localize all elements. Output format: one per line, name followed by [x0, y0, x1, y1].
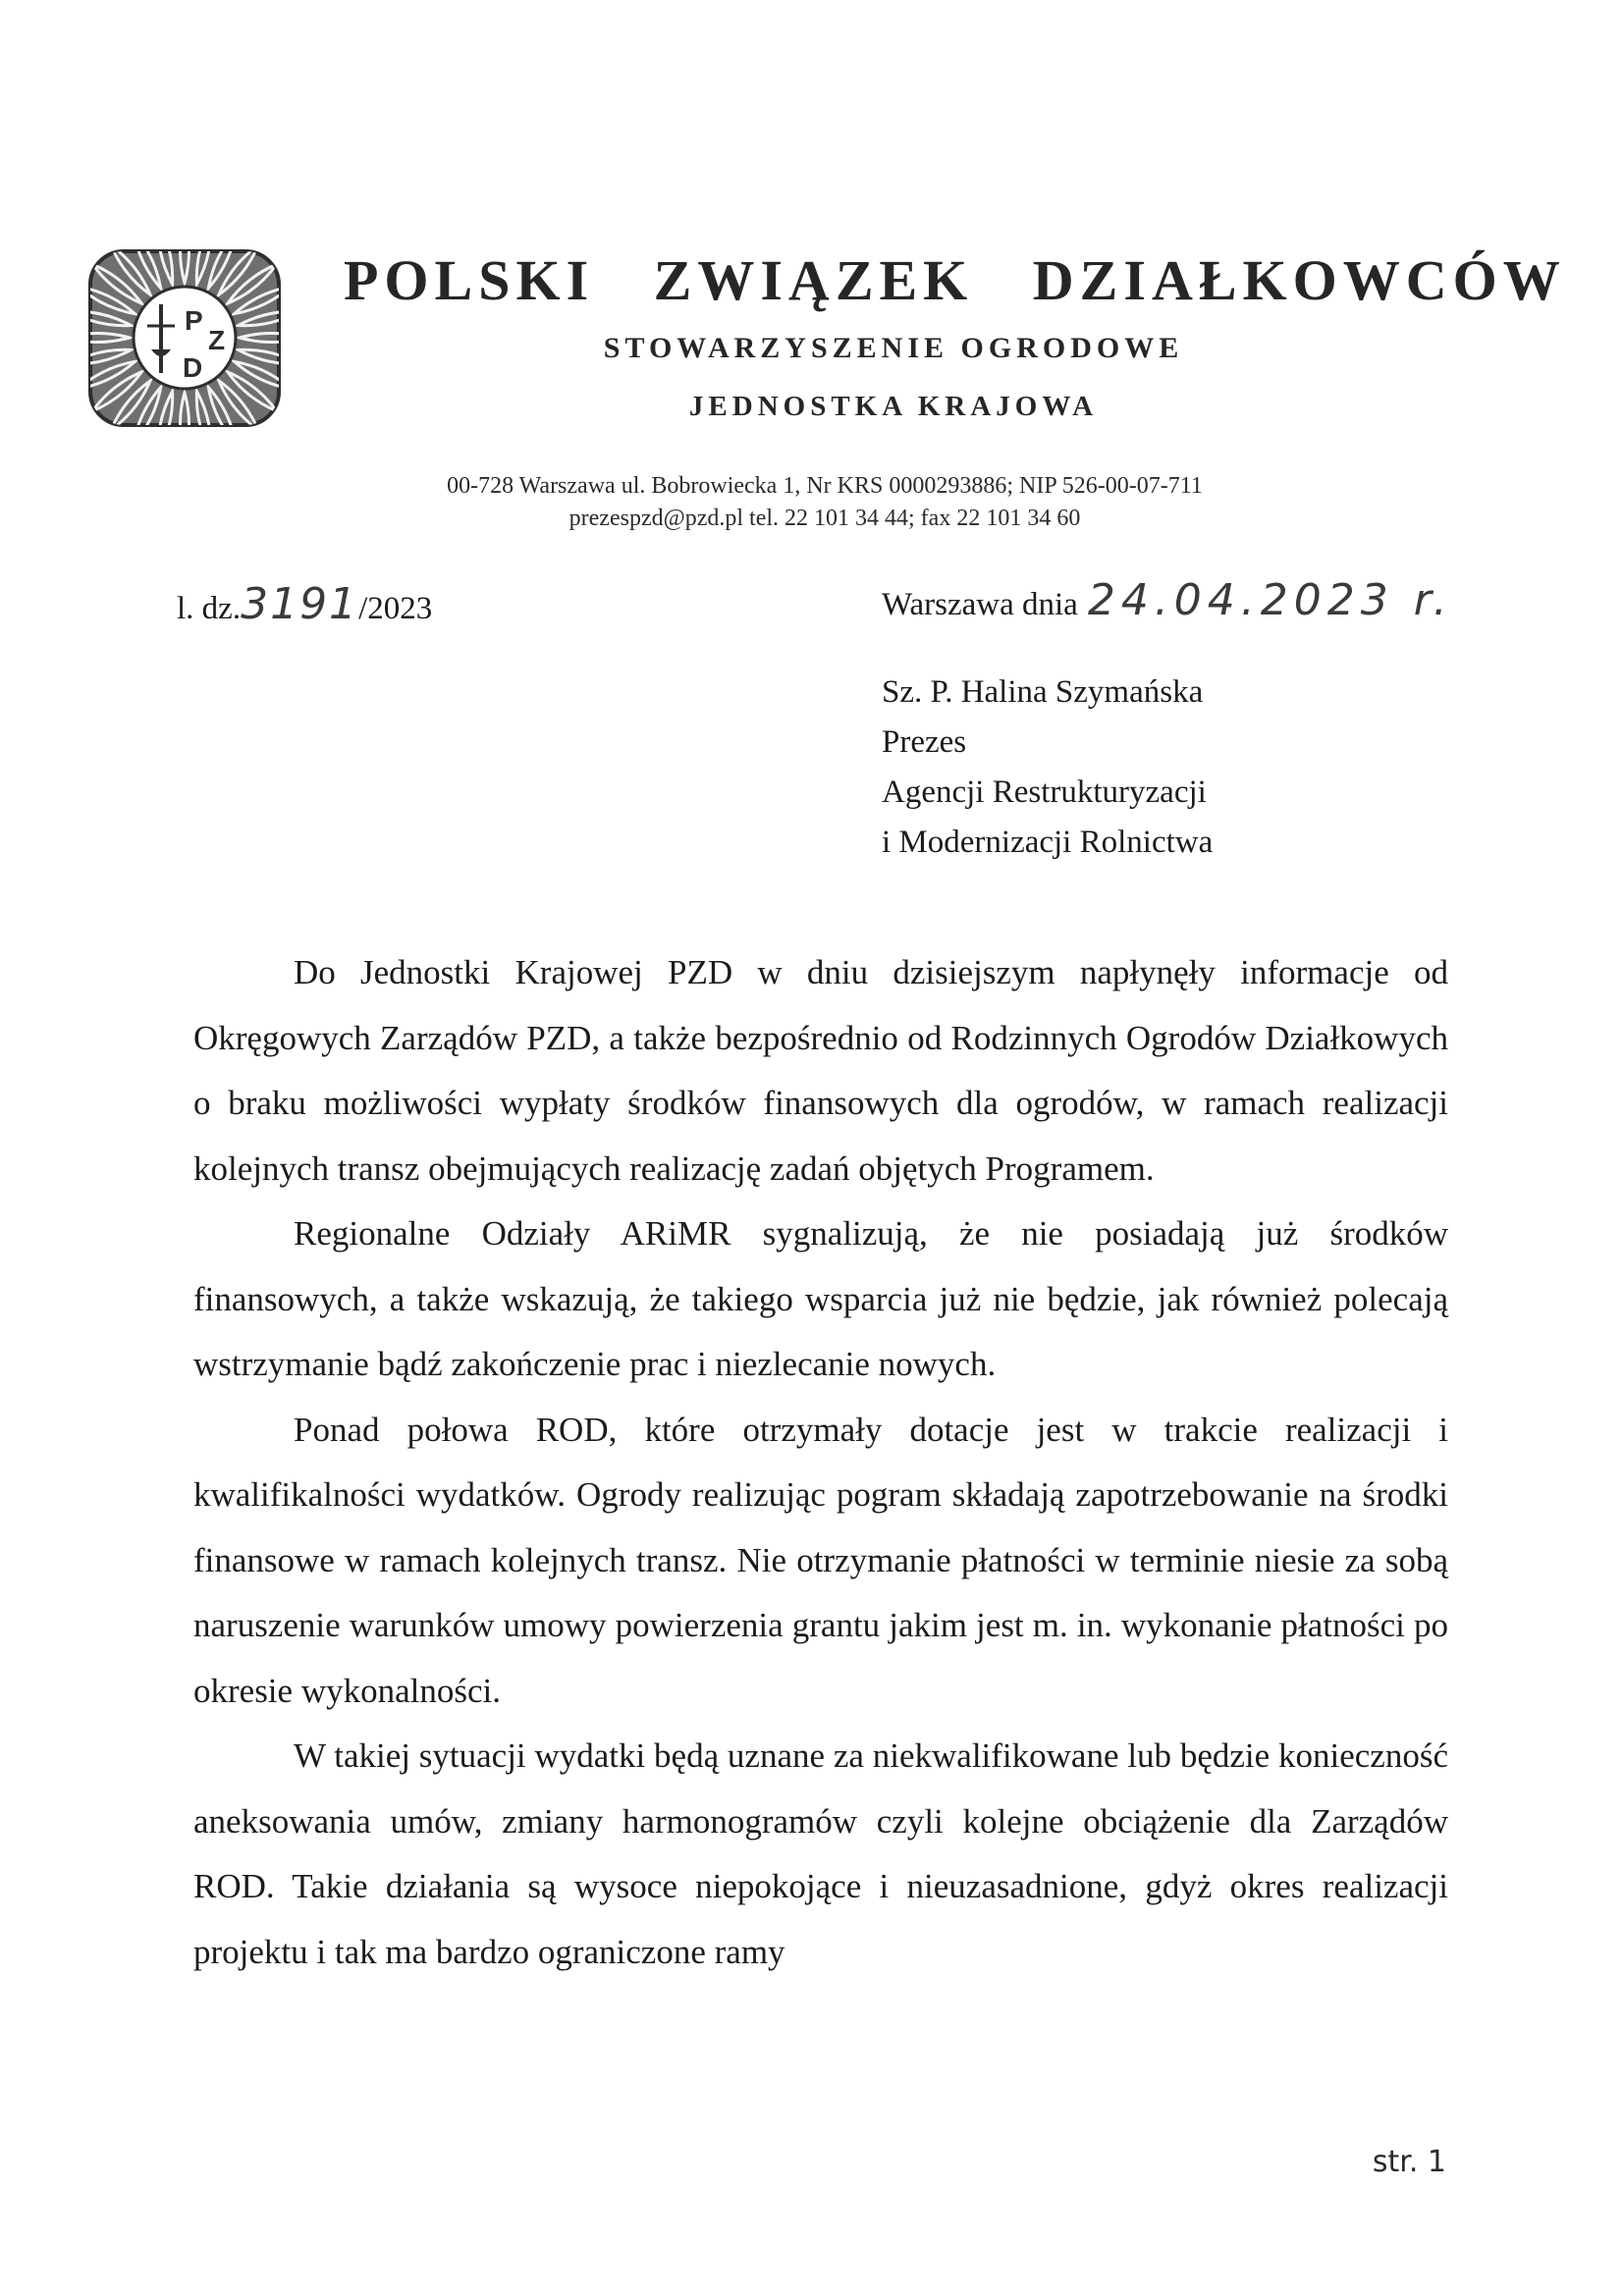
date-handwritten-value: 24.04.2023 r.: [1087, 575, 1453, 625]
date-label: Warszawa dnia: [882, 587, 1078, 622]
reference-prefix: l. dz.: [177, 591, 242, 626]
logo-letter-z: Z: [208, 325, 226, 355]
body-paragraph: W takiej sytuacji wydatki będą uznane za niekwalifikowane lub będzie konieczność aneksowania umów, zmiany harmonogramów czyli kolejne obciążenie dla Zarządów ROD. Takie działania są wysoce niepokojące i nieuzasadnione, gdyż okres realizacji projektu i tak ma bardzo ograniczone ramy: [193, 1736, 1448, 1971]
organization-subtitle: STOWARZYSZENIE OGRODOWE: [603, 332, 1184, 364]
body-paragraph: Ponad połowa ROD, które otrzymały dotacje jest w trakcie realizacji i kwalifikalności wydatków. Ogrody realizując pogram składają zapotrzebowanie na środki finansowe w ramach kolejnych transz. Nie otrzymanie płatności w terminie niesie za sobą naruszenie warunków umowy powierzenia grantu jakim jest m. in. wykonanie płatności po okresie wykonalności.: [193, 1410, 1448, 1710]
reference-year: /2023: [358, 591, 433, 626]
address-line: 00-728 Warszawa ul. Bobrowiecka 1, Nr KRS 0000293886; NIP 526-00-07-711: [447, 473, 1203, 499]
body-paragraph: Do Jednostki Krajowej PZD w dniu dzisiejszym napłynęły informacje od Okręgowych Zarządów PZD, a także bezpośrednio od Rodzinnych Ogrodów Działkowych o braku możliwości wypłaty środków finansowych dla ogrodów, w ramach realizacji kolejnych transz obejmujących realizację zadań objętych Programem.: [193, 953, 1448, 1188]
letter-body: [193, 940, 1448, 1985]
logo-letter-d: D: [183, 352, 203, 383]
organization-name: POLSKI ZWIĄZEK DZIAŁKOWCÓW: [344, 248, 1566, 312]
pzd-logo-icon: [86, 247, 283, 429]
page-number: str. 1: [1372, 2145, 1446, 2179]
letter-date: [882, 575, 1453, 625]
logo-letter-p: P: [185, 305, 203, 336]
reference-handwritten-number: 3191: [241, 579, 359, 629]
reference-number: [177, 579, 432, 629]
recipient-line: Agencji Restrukturyzacji: [882, 774, 1207, 810]
recipient-line: Sz. P. Halina Szymańska: [882, 674, 1204, 710]
recipient-line: Prezes: [882, 724, 967, 760]
recipient-line: i Modernizacji Rolnictwa: [882, 825, 1214, 860]
contact-line: prezespzd@pzd.pl tel. 22 101 34 44; fax 22 101 34 60: [568, 506, 1081, 531]
recipient-block: [882, 667, 1213, 868]
organization-unit: JEDNOSTKA KRAJOWA: [688, 391, 1099, 422]
body-paragraph: Regionalne Odziały ARiMR sygnalizują, że nie posiadają już środków finansowych, a także wskazują, że takiego wsparcia już nie będzie, jak również polecają wstrzymanie bądź zakończenie prac i niezlecanie nowych.: [193, 1214, 1448, 1383]
